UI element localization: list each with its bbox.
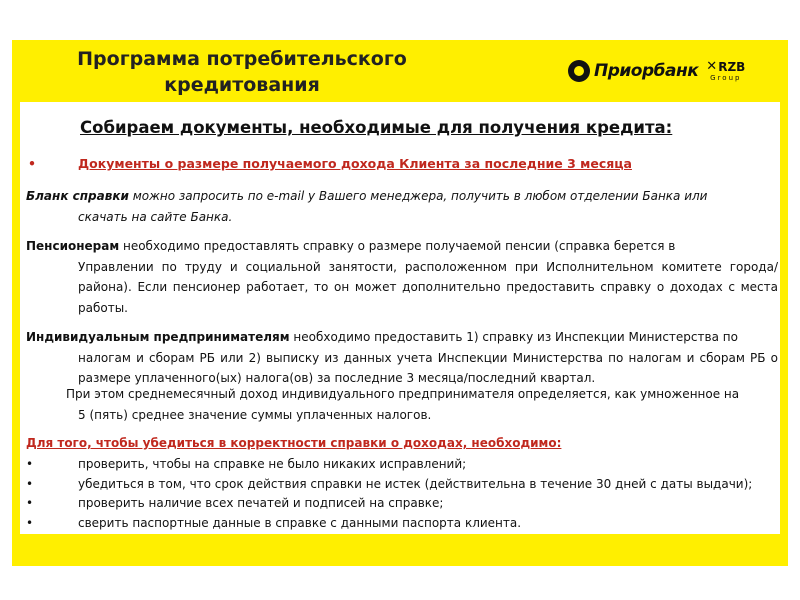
list-item bbox=[26, 514, 778, 534]
paragraph-pensioners-cont: Управлении по труду и социальной занятости, расположенном при Исполнительном комитете города/района). Если пенсионер работает, то он может дополнительно предоставить справку о доходах с места работы. bbox=[78, 259, 778, 315]
paragraph-entrepreneurs-cont: налогам и сборам РБ или 2) выписку из данных учета Инспекции Министерства по налогам и сборам РБ о размере уплаченного(ых) налога(ов) за последние 3 месяца/последний квартал. bbox=[78, 350, 778, 385]
list-item-text: убедиться в том, что срок действия справки не истек (действительна в течение 30 дней с даты выдачи); bbox=[78, 476, 753, 491]
list-item bbox=[26, 475, 778, 495]
paragraph-income bbox=[26, 384, 778, 425]
list-item bbox=[26, 494, 778, 514]
bullet-icon: • bbox=[26, 457, 34, 471]
paragraph-blank bbox=[26, 186, 778, 227]
paragraph-entrepreneurs bbox=[26, 327, 778, 389]
list-item-text: проверить наличие всех печатей и подписей на справке; bbox=[78, 496, 444, 510]
bullet-icon: • bbox=[26, 515, 34, 530]
paragraph-blank-cont: скачать на сайте Банка. bbox=[78, 209, 233, 224]
paragraph-income-cont: 5 (пять) среднее значение суммы уплаченных налогов. bbox=[78, 407, 432, 422]
bullet-icon: • bbox=[28, 156, 36, 171]
header bbox=[12, 40, 788, 102]
section-subtitle: Собираем документы, необходимые для получения кредита: bbox=[80, 118, 673, 137]
rzb-logo-text: RZB bbox=[718, 59, 746, 74]
paragraph-pensioners-text: необходимо предоставлять справку о размере получаемой пенсии (справка берется в bbox=[119, 239, 676, 253]
paragraph-income-text: При этом среднемесячный доход индивидуального предпринимателя определяется, как умноженное на bbox=[66, 387, 740, 401]
paragraph-pensioners-lead: Пенсионерам bbox=[26, 239, 120, 253]
paragraph-entrepreneurs-text: необходимо предоставить 1) справку из Инспекции Министерства по bbox=[289, 330, 738, 344]
page-title bbox=[32, 46, 452, 98]
checks-heading: Для того, чтобы убедиться в корректности справки о доходах, необходимо: bbox=[26, 436, 562, 450]
list-item-text: проверить, чтобы на справке не было никаких исправлений; bbox=[78, 457, 467, 471]
priorbank-logo-icon bbox=[568, 60, 590, 82]
paragraph-blank-text: можно запросить по e-mail у Вашего менеджера, получить в любом отделении Банка или bbox=[128, 189, 708, 203]
paragraph-blank-lead: Бланк справки bbox=[26, 189, 129, 203]
rzb-x-icon: ✕ bbox=[706, 59, 718, 74]
bank-logo-text: Приорбанк bbox=[594, 61, 699, 81]
checks-list bbox=[26, 455, 778, 533]
title-line-2: кредитования bbox=[164, 74, 320, 96]
paragraph-entrepreneurs-lead: Индивидуальным предпринимателям bbox=[26, 330, 290, 344]
rzb-group-logo bbox=[706, 60, 745, 82]
bullet-icon: • bbox=[26, 476, 34, 491]
list-item bbox=[26, 455, 778, 475]
paragraph-pensioners bbox=[26, 236, 778, 318]
rzb-group-text: Group bbox=[710, 74, 742, 82]
red-bullet-text: Документы о размере получаемого дохода Клиента за последние 3 месяца bbox=[78, 156, 632, 171]
title-line-1: Программа потребительского bbox=[77, 48, 407, 70]
list-item-text: сверить паспортные данные в справке с данными паспорта клиента. bbox=[78, 515, 522, 530]
bank-logo bbox=[568, 54, 745, 88]
bullet-icon: • bbox=[26, 496, 34, 510]
